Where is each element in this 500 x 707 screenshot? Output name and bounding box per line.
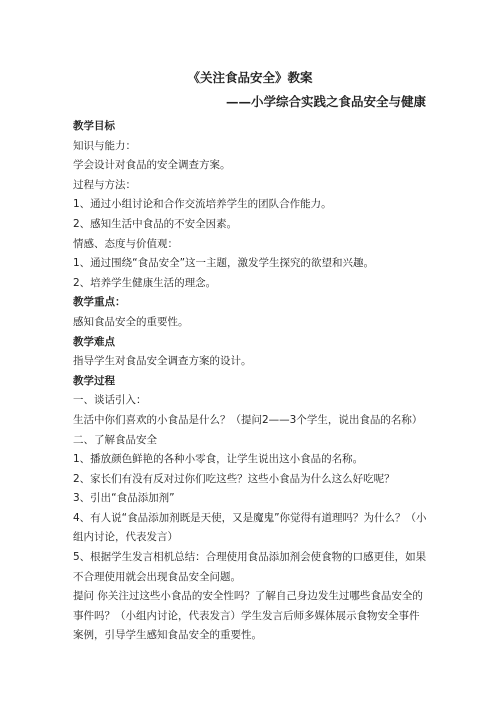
body-paragraph: 1、通过小组讨论和合作交流培养学生的团队合作能力。: [73, 198, 332, 211]
body-paragraph: 5、根据学生发言相机总结：合理使用食品添加剂会使食物的口感更佳，如果不合理使用就会出现食品安全问题。: [73, 551, 427, 583]
body-paragraph: 3、引出“食品添加剂”: [73, 492, 175, 505]
document-subtitle: ——小学综合实践之食品安全与健康: [225, 94, 426, 109]
body-paragraph: 2、家长们有没有反对过你们吃这些？这些小食品为什么这么好吃呢？: [73, 472, 395, 485]
section-heading: 教学目标: [73, 120, 115, 132]
body-paragraph: 过程与方法：: [73, 178, 136, 191]
body-paragraph: 指导学生对食品安全调查方案的设计。: [73, 355, 252, 368]
document-body: [73, 117, 428, 646]
body-paragraph: 学会设计对食品的安全调查方案。: [73, 159, 231, 172]
body-paragraph: 一、谈话引入：: [73, 394, 147, 407]
document-title: 《关注食品安全》教案: [187, 70, 313, 85]
body-paragraph: 生活中你们喜欢的小食品是什么？（提问2——3个学生，说出食品的名称）: [73, 413, 423, 426]
body-paragraph: 知识与能力：: [73, 139, 136, 152]
body-paragraph: 1、播放颜色鲜艳的各种小零食，让学生说出这小食品的名称。: [73, 453, 364, 466]
body-paragraph: 二、了解食品安全: [73, 433, 157, 446]
body-paragraph: 2、感知生活中食品的不安全因素。: [73, 217, 238, 230]
body-paragraph: 4、有人说“食品添加剂既是天使，又是魔鬼”你觉得有道理吗？为什么？（小组内讨论，代表发言）: [73, 511, 427, 544]
section-heading: 教学重点：: [73, 296, 126, 309]
body-paragraph: 2、培养学生健康生活的理念。: [73, 276, 217, 289]
section-heading: 教学难点: [73, 335, 115, 348]
section-heading: 教学过程: [73, 374, 115, 387]
body-paragraph: 感知食品安全的重要性。: [73, 315, 189, 328]
body-paragraph: 1、通过围绕“食品安全”这一主题，激发学生探究的欲望和兴趣。: [73, 257, 375, 270]
body-paragraph: 情感、态度与价值观：: [73, 237, 178, 250]
body-paragraph: 提问 你关注过这些小食品的安全性吗？了解自己身边发生过哪些食品安全的事件吗？（小组内讨论，代表发言）学生发言后师多媒体展示食物安全事件案例，引导学生感知食品安全的重要性。: [73, 590, 423, 642]
